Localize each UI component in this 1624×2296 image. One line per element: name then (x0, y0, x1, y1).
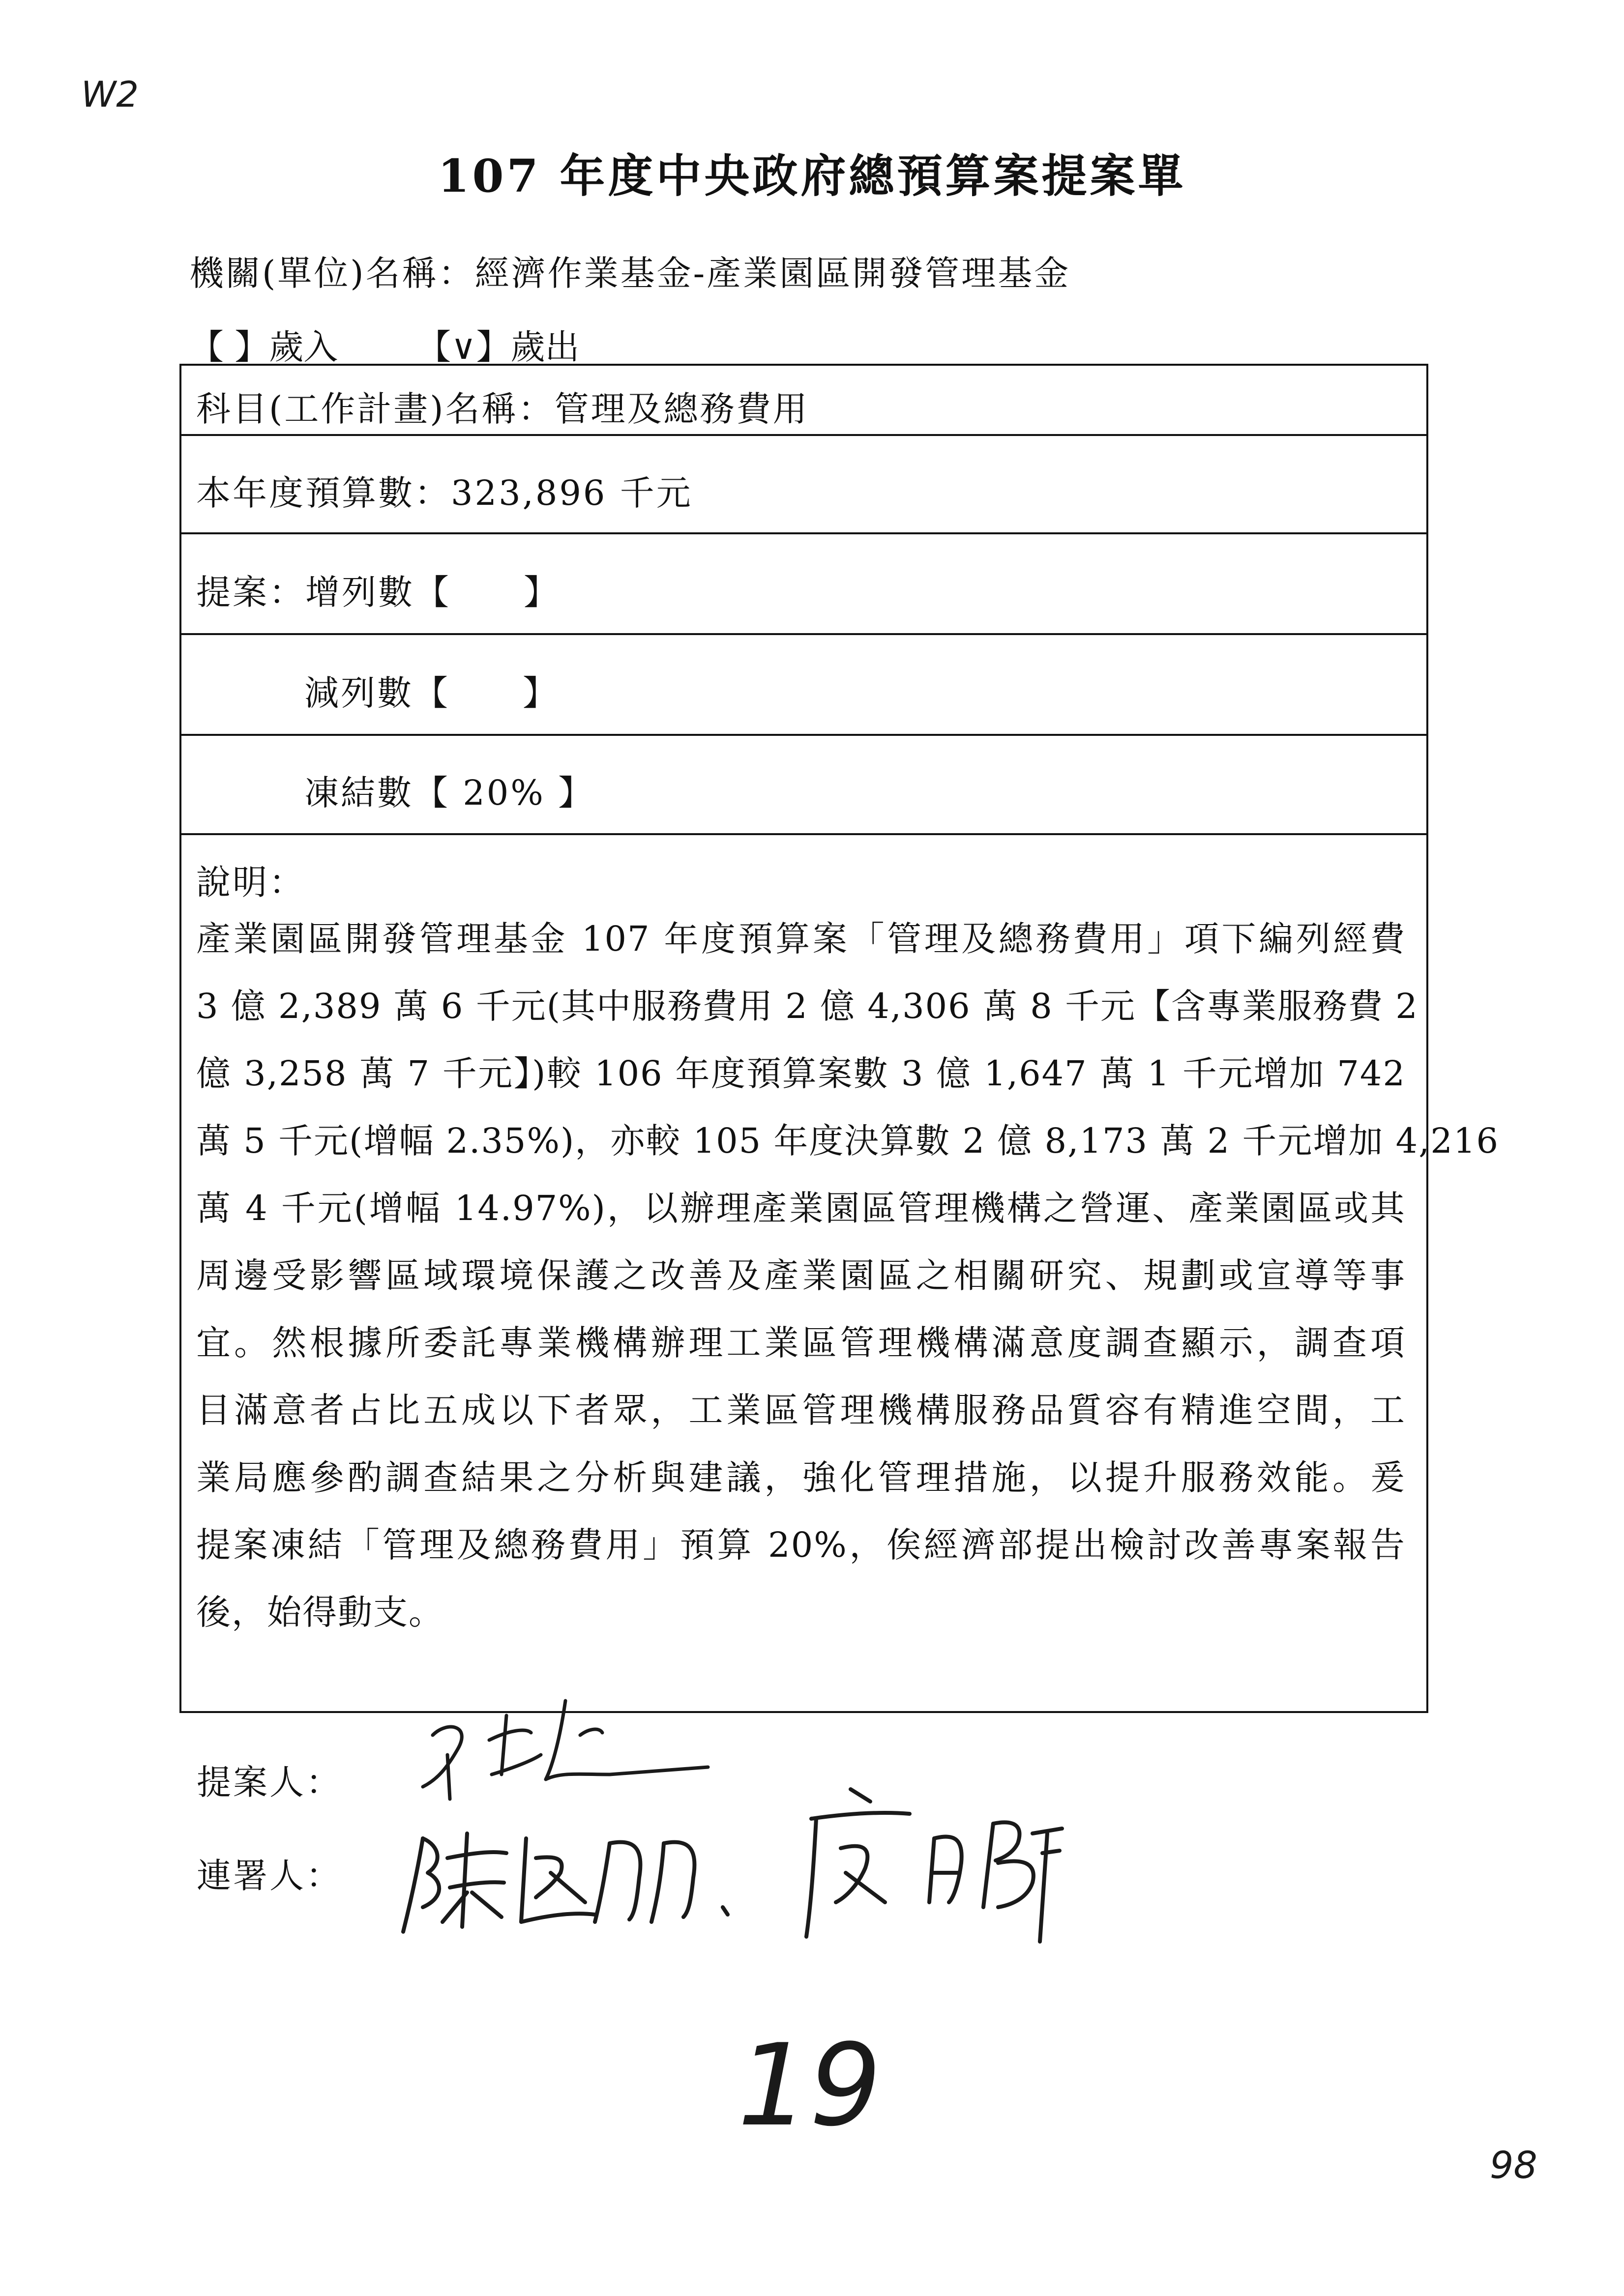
description-line: 3 億 2,389 萬 6 千元(其中服務費用 2 億 4,306 萬 8 千元【含專業服務費 2 (196, 986, 1418, 1026)
description-line: 提案凍結「管理及總務費用」預算 20%，俟經濟部提出檢討改善專案報告 (196, 1525, 1406, 1565)
description-label: 說明： (196, 862, 305, 902)
cosigner-label: 連署人： (197, 1856, 342, 1896)
description-line: 萬 4 千元(增幅 14.97%)，以辦理產業園區管理機構之營運、產業園區或其 (196, 1188, 1406, 1228)
description-line: 周邊受影響區域環境保護之改善及產業園區之相關研究、規劃或宣導等事 (196, 1255, 1406, 1296)
description-line: 億 3,258 萬 7 千元】)較 106 年度預算案數 3 億 1,647 萬 1 千元增加 742 (196, 1053, 1406, 1094)
proposal-reduce-amount: 減列數【 】 (304, 673, 559, 713)
subject-row (181, 366, 1426, 436)
handwritten-number: 19 (738, 2020, 882, 2151)
revenue-expenditure-selection (189, 320, 580, 369)
description-line: 後，始得動支。 (196, 1592, 444, 1632)
description-line: 目滿意者占比五成以下者眾，工業區管理機構服務品質容有精進空間，工 (196, 1390, 1406, 1430)
page-number: 98 (1490, 2143, 1537, 2187)
proposer-signature (403, 1681, 723, 1809)
budget-amount: 本年度預算數：323,896 千元 (196, 473, 693, 513)
proposer-label: 提案人： (197, 1762, 342, 1802)
subject-name: 科目(工作計畫)名稱：管理及總務費用 (196, 389, 809, 429)
agency-name: 機關(單位)名稱：經濟作業基金-產業園區開發管理基金 (189, 253, 1071, 293)
expenditure-checkbox: 【∨】歲出 (416, 327, 580, 367)
proposal-add-row (181, 534, 1426, 635)
description-line: 宜。然根據所委託專業機構辦理工業區管理機構滿意度調查顯示，調查項 (196, 1323, 1406, 1363)
proposal-freeze-row (181, 736, 1426, 835)
revenue-checkbox: 【 】歲入 (189, 327, 338, 367)
description-row (181, 835, 1500, 1711)
description-line: 產業園區開發管理基金 107 年度預算案「管理及總務費用」項下編列經費 (196, 919, 1406, 959)
cosigner-signature-2 (787, 1779, 1101, 1956)
description-line: 業局應參酌調查結果之分析與建議，強化管理措施，以提升服務效能。爰 (196, 1457, 1406, 1498)
proposal-reduce-row (181, 635, 1426, 736)
proposal-add-amount: 提案：增列數【 】 (196, 572, 560, 612)
description-line: 萬 5 千元(增幅 2.35%)，亦較 105 年度決算數 2 億 8,173 萬 2 千元增加 4,216 (196, 1121, 1500, 1161)
page-title: 107 年度中央政府總預算案提案單 (438, 149, 1186, 203)
cosigner-signature-1 (388, 1809, 762, 1937)
budget-row (181, 436, 1426, 534)
proposal-form-table (179, 364, 1500, 1713)
description-body (196, 911, 1500, 1652)
proposal-freeze-amount: 凍結數【 20% 】 (304, 773, 595, 813)
corner-handwritten-mark: W2 (81, 74, 139, 115)
